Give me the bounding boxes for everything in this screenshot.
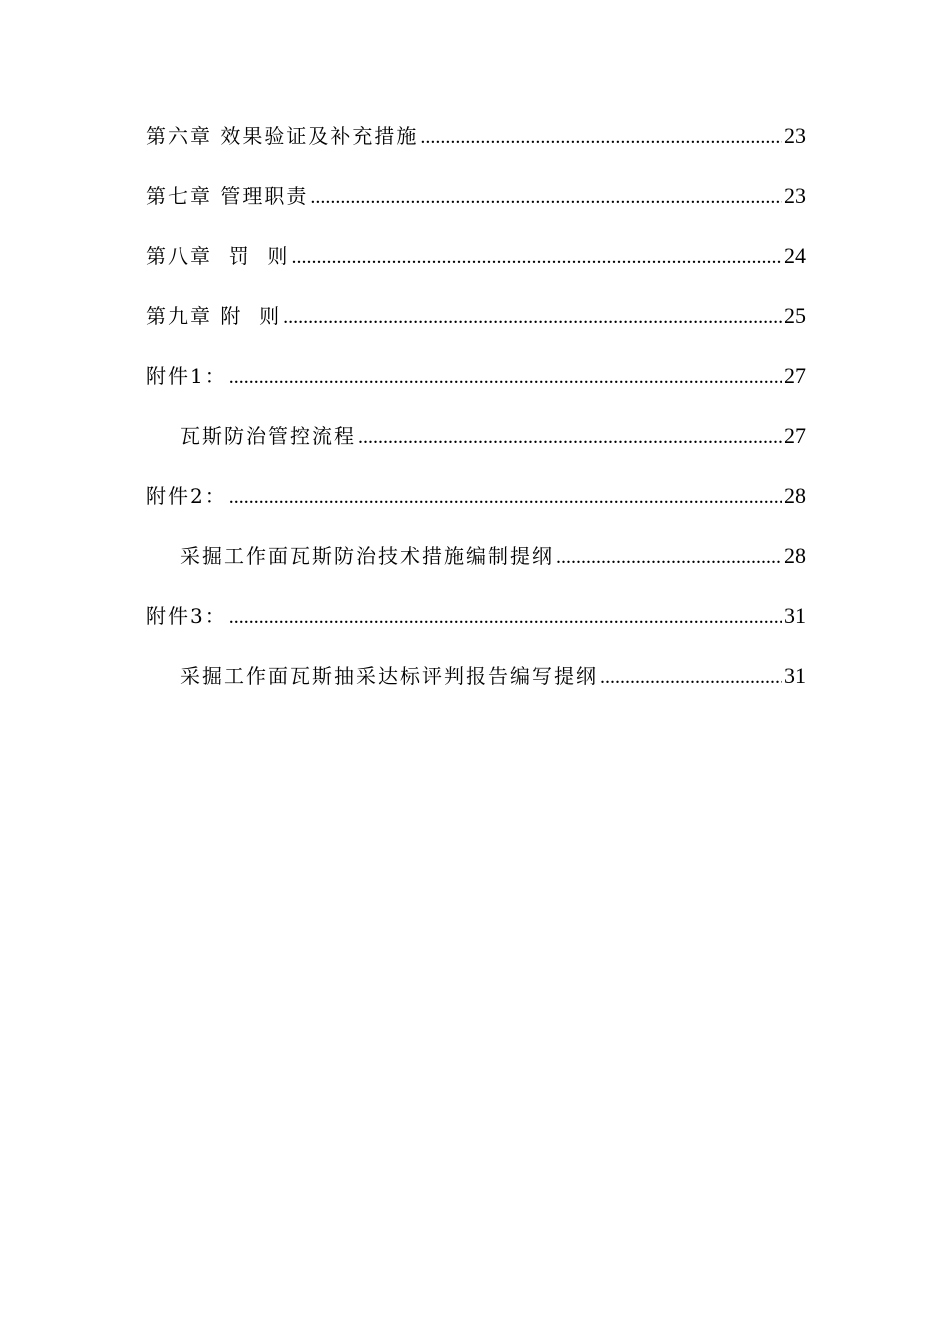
- toc-entry-chapter-7[interactable]: [146, 178, 806, 238]
- dot-leader: [229, 599, 782, 635]
- toc-entry-title: 采掘工作面瓦斯抽采达标评判报告编写提纲: [180, 664, 598, 688]
- toc-page-number: 27: [784, 363, 806, 388]
- toc-page-number: 31: [784, 603, 806, 628]
- toc-entry-appendix-2[interactable]: [146, 478, 806, 538]
- toc-entry-title: 第九章 附 则: [146, 304, 282, 328]
- toc-page-number: 28: [784, 483, 806, 508]
- toc-entry-title: 瓦斯防治管控流程: [180, 424, 356, 448]
- toc-entry-appendix-1[interactable]: [146, 358, 806, 418]
- toc-entry-title: 第七章 管理职责: [146, 184, 309, 208]
- toc-page-number: 28: [784, 543, 806, 568]
- toc-entry-chapter-9[interactable]: [146, 298, 806, 358]
- dot-leader: [420, 119, 782, 155]
- dot-leader: [556, 539, 782, 575]
- toc-page-number: 24: [784, 243, 806, 268]
- toc-entry-appendix-1-item[interactable]: [146, 418, 806, 478]
- dot-leader: [229, 479, 782, 515]
- dot-leader: [358, 419, 782, 455]
- toc-page-number: 25: [784, 303, 806, 328]
- toc-entry-title: 附件3：: [146, 604, 227, 628]
- toc-entry-title: 采掘工作面瓦斯防治技术措施编制提纲: [180, 544, 554, 568]
- toc-entry-title: 附件2：: [146, 484, 227, 508]
- table-of-contents: [146, 118, 806, 718]
- toc-page-number: 23: [784, 183, 806, 208]
- toc-entry-title: 第八章 罚 则: [146, 244, 290, 268]
- toc-page-number: 27: [784, 423, 806, 448]
- toc-entry-chapter-8[interactable]: [146, 238, 806, 298]
- toc-entry-title: 第六章 效果验证及补充措施: [146, 124, 419, 148]
- toc-entry-chapter-6[interactable]: [146, 118, 806, 178]
- dot-leader: [229, 359, 782, 395]
- toc-page-number: 23: [784, 123, 806, 148]
- toc-entry-title: 附件1：: [146, 364, 227, 388]
- toc-page-number: 31: [784, 663, 806, 688]
- toc-entry-appendix-3-item[interactable]: [146, 658, 806, 718]
- dot-leader: [291, 239, 782, 275]
- dot-leader: [310, 179, 782, 215]
- toc-entry-appendix-3[interactable]: [146, 598, 806, 658]
- toc-entry-appendix-2-item[interactable]: [146, 538, 806, 598]
- dot-leader: [283, 299, 782, 335]
- dot-leader: [600, 659, 782, 695]
